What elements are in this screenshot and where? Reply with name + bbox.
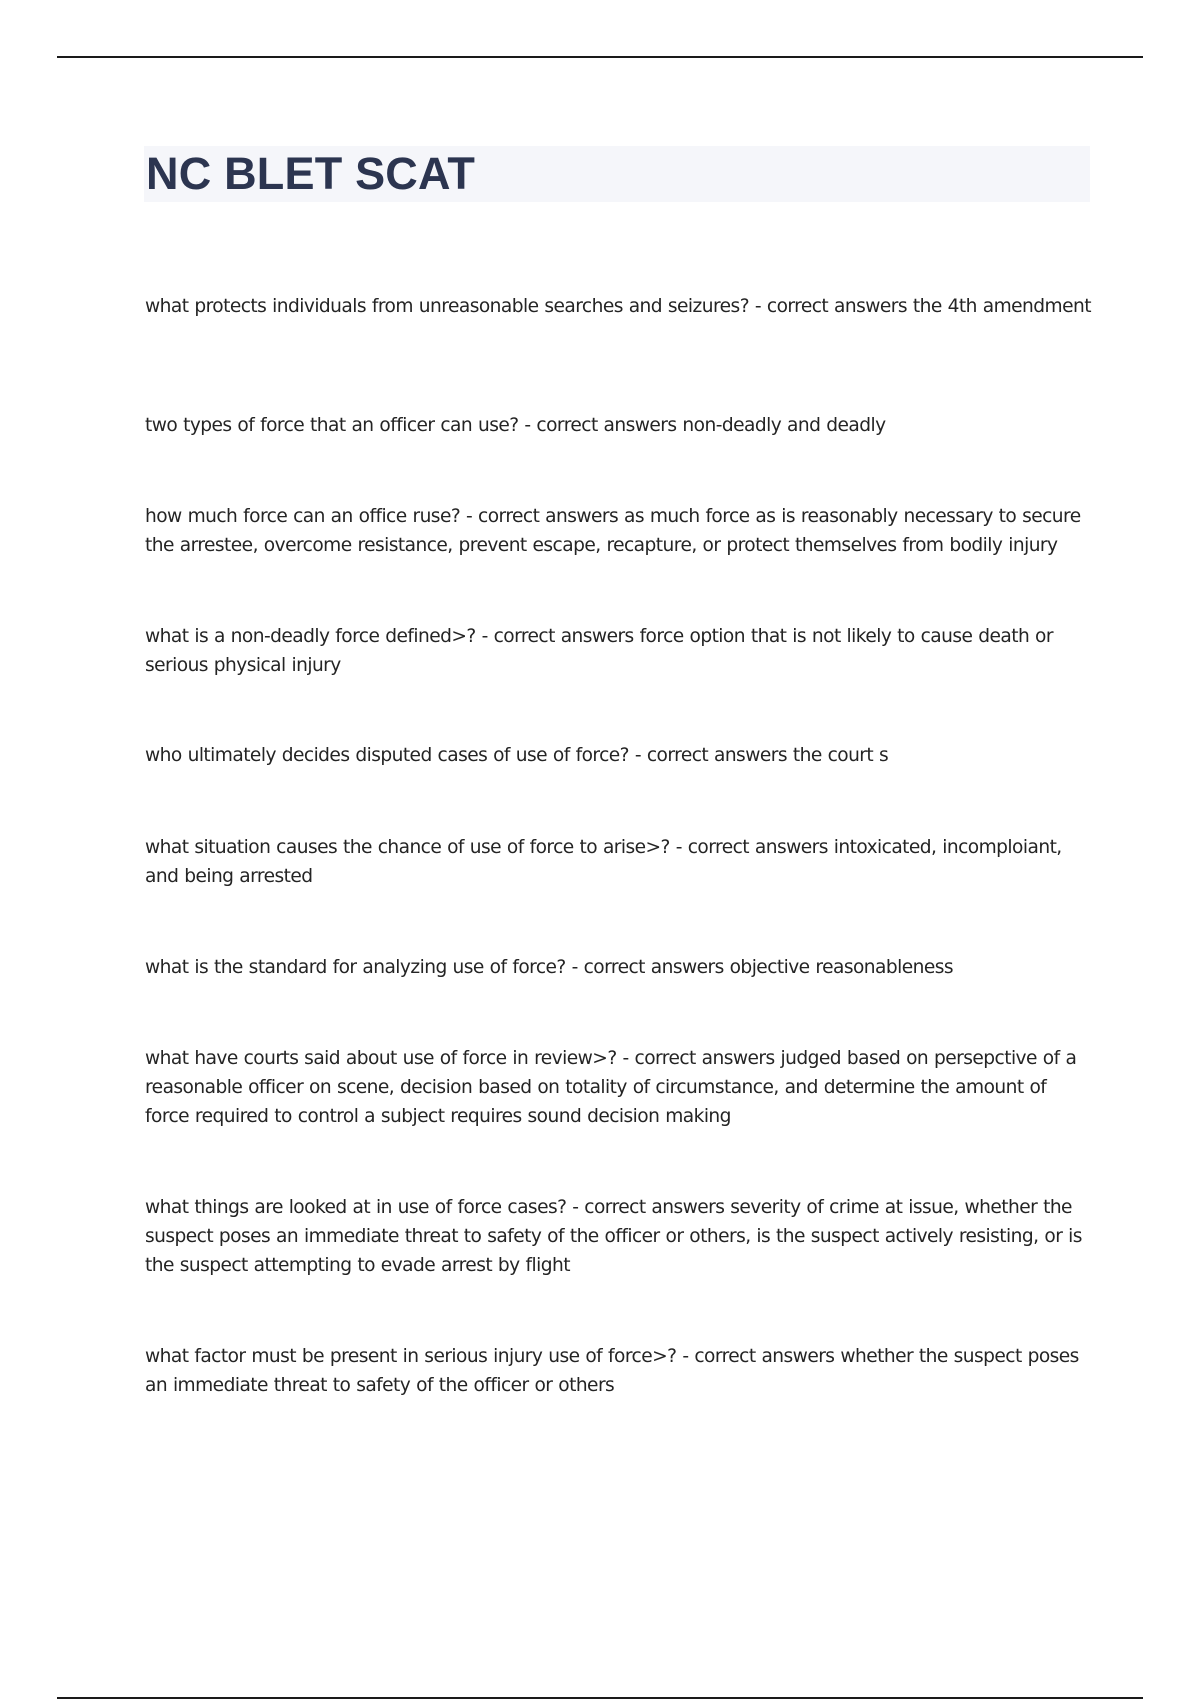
answer-separator: - correct answers	[616, 1048, 781, 1069]
answer-separator: - correct answers	[669, 837, 834, 858]
answer-text: judged based on persepctive of a reasonable officer on scene, decision based on totality of circumstance, and determine the amount of force required to control a subject requires sound decision making	[145, 1048, 1077, 1127]
question-text: how much force can an office ruse?	[145, 506, 461, 527]
question-text: who ultimately decides disputed cases of use of force?	[145, 745, 629, 766]
question-text: what factor must be present in serious injury use of force>?	[145, 1346, 677, 1367]
qa-item	[145, 1044, 1095, 1131]
question-text: what things are looked at in use of force cases?	[145, 1197, 567, 1218]
answer-text: the court s	[792, 745, 889, 766]
answer-separator: - correct answers	[566, 1197, 731, 1218]
answer-text: objective reasonableness	[729, 957, 954, 978]
question-text: what situation causes the chance of use of force to arise>?	[145, 837, 670, 858]
question-text: what protects individuals from unreasonable searches and seizures?	[145, 296, 750, 317]
answer-separator: - correct answers	[676, 1346, 841, 1367]
answer-separator: - correct answers	[749, 296, 913, 317]
footer-rule	[57, 1697, 1143, 1699]
answer-text: whether the suspect poses an immediate threat to safety of the officer or others	[145, 1346, 1079, 1396]
answer-separator: - correct answers	[565, 957, 730, 978]
answer-separator: - correct answers	[475, 626, 640, 647]
page-title: NC BLET SCAT	[146, 148, 476, 199]
answer-text: force option that is not likely to cause death or serious physical injury	[145, 626, 1053, 676]
qa-item	[145, 1342, 1095, 1400]
answer-text: severity of crime at issue, whether the suspect poses an immediate threat to safety of the officer or others, is the suspect actively resisting, or is the suspect attempting to evade arrest by flight	[145, 1197, 1082, 1276]
qa-item	[145, 622, 1095, 680]
qa-item	[145, 502, 1095, 560]
question-text: what is a non-deadly force defined>?	[145, 626, 476, 647]
answer-separator: - correct answers	[460, 506, 625, 527]
qa-item	[145, 1193, 1095, 1280]
qa-item	[145, 953, 1095, 982]
header-rule	[57, 56, 1143, 58]
answer-text: the 4th amendment	[912, 296, 1091, 317]
answer-separator: - correct answers	[628, 745, 793, 766]
answer-separator: - correct answers	[518, 415, 683, 436]
qa-item	[145, 741, 1095, 770]
answer-text: as much force as is reasonably necessary to secure the arrestee, overcome resistance, prevent escape, recapture, or protect themselves from bodily injury	[145, 506, 1081, 556]
question-text: what have courts said about use of force in review>?	[145, 1048, 617, 1069]
answer-text: intoxicated, incomploiant, and being arrested	[145, 837, 1062, 887]
qa-item	[145, 292, 1095, 321]
qa-item	[145, 411, 1095, 440]
answer-text: non-deadly and deadly	[682, 415, 886, 436]
question-text: what is the standard for analyzing use of force?	[145, 957, 566, 978]
qa-item	[145, 833, 1095, 891]
question-text: two types of force that an officer can use?	[145, 415, 519, 436]
